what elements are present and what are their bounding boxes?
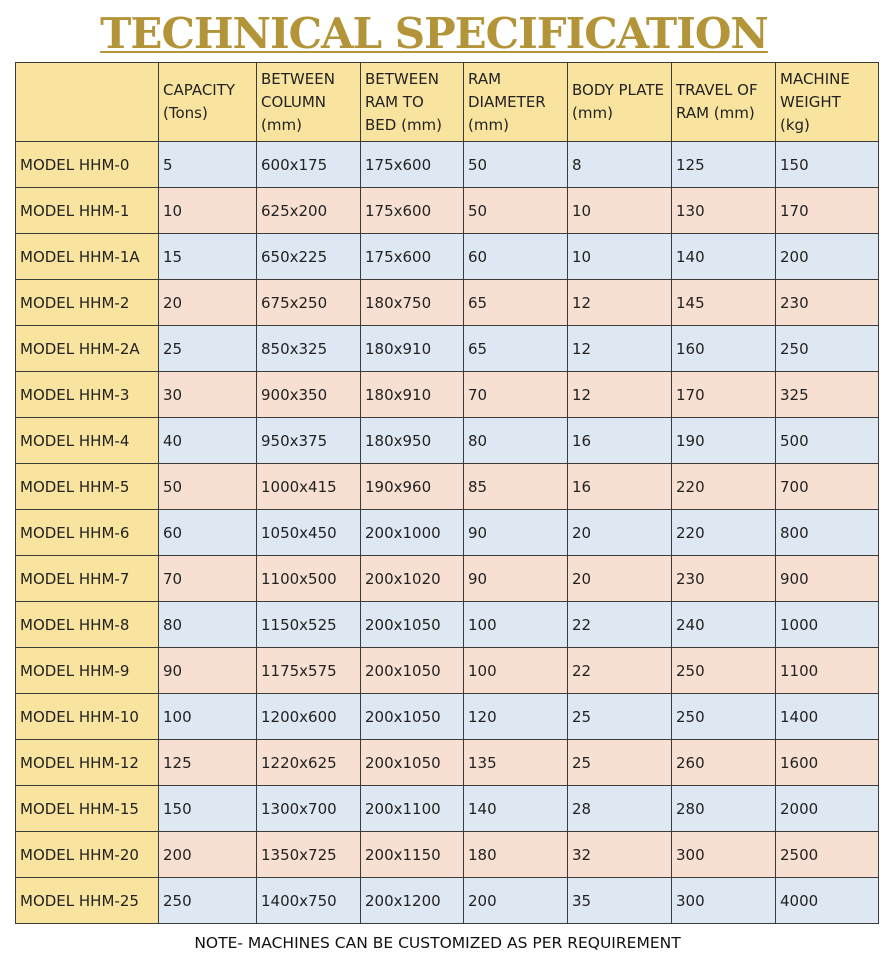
cell-between-ram-to-bed: 180x910	[361, 326, 464, 372]
table-row	[16, 142, 879, 188]
cell-machine-weight: 250	[776, 326, 879, 372]
cell-capacity: 250	[159, 878, 257, 924]
cell-machine-weight: 2000	[776, 786, 879, 832]
cell-capacity: 90	[159, 648, 257, 694]
cell-travel-of-ram: 300	[672, 878, 776, 924]
table-row	[16, 602, 879, 648]
cell-between-ram-to-bed: 180x950	[361, 418, 464, 464]
cell-between-column: 1300x700	[257, 786, 361, 832]
cell-body-plate: 20	[568, 556, 672, 602]
cell-machine-weight: 200	[776, 234, 879, 280]
cell-between-ram-to-bed: 200x1000	[361, 510, 464, 556]
cell-capacity: 40	[159, 418, 257, 464]
cell-travel-of-ram: 160	[672, 326, 776, 372]
cell-between-ram-to-bed: 180x910	[361, 372, 464, 418]
cell-body-plate: 35	[568, 878, 672, 924]
cell-model: MODEL HHM-8	[16, 602, 159, 648]
cell-machine-weight: 150	[776, 142, 879, 188]
cell-body-plate: 22	[568, 602, 672, 648]
cell-between-ram-to-bed: 175x600	[361, 234, 464, 280]
cell-model: MODEL HHM-25	[16, 878, 159, 924]
cell-between-column: 600x175	[257, 142, 361, 188]
cell-between-column: 850x325	[257, 326, 361, 372]
cell-capacity: 15	[159, 234, 257, 280]
cell-between-ram-to-bed: 180x750	[361, 280, 464, 326]
cell-body-plate: 12	[568, 280, 672, 326]
cell-ram-diameter: 80	[464, 418, 568, 464]
cell-capacity: 100	[159, 694, 257, 740]
header-row	[16, 63, 879, 142]
table-row	[16, 418, 879, 464]
cell-travel-of-ram: 140	[672, 234, 776, 280]
cell-model: MODEL HHM-0	[16, 142, 159, 188]
cell-capacity: 25	[159, 326, 257, 372]
cell-machine-weight: 1600	[776, 740, 879, 786]
cell-between-column: 1350x725	[257, 832, 361, 878]
cell-machine-weight: 1400	[776, 694, 879, 740]
table-row	[16, 556, 879, 602]
cell-ram-diameter: 100	[464, 602, 568, 648]
cell-ram-diameter: 90	[464, 510, 568, 556]
cell-between-ram-to-bed: 200x1050	[361, 602, 464, 648]
table-row	[16, 188, 879, 234]
cell-between-ram-to-bed: 190x960	[361, 464, 464, 510]
header-cell-between-ram-to-bed: BETWEEN RAM TO BED (mm)	[361, 63, 464, 142]
cell-between-ram-to-bed: 200x1050	[361, 648, 464, 694]
cell-ram-diameter: 120	[464, 694, 568, 740]
cell-ram-diameter: 140	[464, 786, 568, 832]
cell-between-column: 1400x750	[257, 878, 361, 924]
cell-model: MODEL HHM-5	[16, 464, 159, 510]
table-row	[16, 372, 879, 418]
cell-capacity: 150	[159, 786, 257, 832]
table-row	[16, 648, 879, 694]
cell-between-column: 900x350	[257, 372, 361, 418]
header-cell-ram-diameter: RAM DIAMETER (mm)	[464, 63, 568, 142]
cell-between-column: 1100x500	[257, 556, 361, 602]
cell-capacity: 60	[159, 510, 257, 556]
cell-body-plate: 16	[568, 418, 672, 464]
cell-machine-weight: 500	[776, 418, 879, 464]
cell-travel-of-ram: 220	[672, 510, 776, 556]
cell-capacity: 125	[159, 740, 257, 786]
cell-machine-weight: 800	[776, 510, 879, 556]
table-row	[16, 510, 879, 556]
page-title: TECHNICAL SPECIFICATION	[100, 9, 768, 58]
cell-between-column: 650x225	[257, 234, 361, 280]
spec-table	[15, 62, 879, 924]
cell-travel-of-ram: 280	[672, 786, 776, 832]
cell-machine-weight: 170	[776, 188, 879, 234]
cell-machine-weight: 2500	[776, 832, 879, 878]
table-row	[16, 694, 879, 740]
table-row	[16, 234, 879, 280]
table-row	[16, 740, 879, 786]
cell-travel-of-ram: 145	[672, 280, 776, 326]
cell-between-column: 1150x525	[257, 602, 361, 648]
cell-body-plate: 25	[568, 694, 672, 740]
cell-travel-of-ram: 250	[672, 694, 776, 740]
cell-model: MODEL HHM-3	[16, 372, 159, 418]
table-body	[16, 142, 879, 924]
cell-between-ram-to-bed: 175x600	[361, 188, 464, 234]
cell-body-plate: 25	[568, 740, 672, 786]
cell-body-plate: 10	[568, 234, 672, 280]
cell-ram-diameter: 65	[464, 326, 568, 372]
cell-body-plate: 28	[568, 786, 672, 832]
cell-between-ram-to-bed: 200x1020	[361, 556, 464, 602]
cell-capacity: 10	[159, 188, 257, 234]
cell-travel-of-ram: 230	[672, 556, 776, 602]
footer-note: NOTE- MACHINES CAN BE CUSTOMIZED AS PER REQUIREMENT	[194, 934, 681, 952]
cell-between-column: 950x375	[257, 418, 361, 464]
cell-machine-weight: 325	[776, 372, 879, 418]
cell-travel-of-ram: 260	[672, 740, 776, 786]
header-cell-model	[16, 63, 159, 142]
cell-between-ram-to-bed: 200x1100	[361, 786, 464, 832]
cell-body-plate: 8	[568, 142, 672, 188]
cell-capacity: 80	[159, 602, 257, 648]
cell-capacity: 200	[159, 832, 257, 878]
cell-machine-weight: 900	[776, 556, 879, 602]
cell-machine-weight: 1000	[776, 602, 879, 648]
cell-between-ram-to-bed: 200x1150	[361, 832, 464, 878]
cell-between-ram-to-bed: 200x1050	[361, 740, 464, 786]
cell-model: MODEL HHM-1	[16, 188, 159, 234]
cell-machine-weight: 230	[776, 280, 879, 326]
cell-body-plate: 22	[568, 648, 672, 694]
cell-travel-of-ram: 220	[672, 464, 776, 510]
cell-between-column: 1220x625	[257, 740, 361, 786]
table-row	[16, 832, 879, 878]
cell-model: MODEL HHM-6	[16, 510, 159, 556]
cell-ram-diameter: 180	[464, 832, 568, 878]
cell-model: MODEL HHM-12	[16, 740, 159, 786]
cell-between-ram-to-bed: 200x1200	[361, 878, 464, 924]
cell-model: MODEL HHM-10	[16, 694, 159, 740]
header-cell-body-plate: BODY PLATE (mm)	[568, 63, 672, 142]
cell-ram-diameter: 135	[464, 740, 568, 786]
cell-ram-diameter: 200	[464, 878, 568, 924]
cell-ram-diameter: 90	[464, 556, 568, 602]
cell-ram-diameter: 100	[464, 648, 568, 694]
cell-between-column: 1175x575	[257, 648, 361, 694]
cell-between-column: 1200x600	[257, 694, 361, 740]
table-row	[16, 786, 879, 832]
cell-model: MODEL HHM-2	[16, 280, 159, 326]
table-row	[16, 878, 879, 924]
cell-model: MODEL HHM-2A	[16, 326, 159, 372]
table-row	[16, 280, 879, 326]
table-row	[16, 326, 879, 372]
header-cell-machine-weight: MACHINE WEIGHT (kg)	[776, 63, 879, 142]
header-cell-travel-of-ram: TRAVEL OF RAM (mm)	[672, 63, 776, 142]
cell-model: MODEL HHM-7	[16, 556, 159, 602]
cell-machine-weight: 4000	[776, 878, 879, 924]
cell-between-ram-to-bed: 200x1050	[361, 694, 464, 740]
cell-body-plate: 32	[568, 832, 672, 878]
cell-body-plate: 12	[568, 326, 672, 372]
cell-model: MODEL HHM-9	[16, 648, 159, 694]
cell-ram-diameter: 65	[464, 280, 568, 326]
cell-model: MODEL HHM-1A	[16, 234, 159, 280]
cell-body-plate: 10	[568, 188, 672, 234]
cell-between-column: 675x250	[257, 280, 361, 326]
cell-travel-of-ram: 170	[672, 372, 776, 418]
cell-travel-of-ram: 300	[672, 832, 776, 878]
cell-between-ram-to-bed: 175x600	[361, 142, 464, 188]
table-row	[16, 464, 879, 510]
cell-model: MODEL HHM-20	[16, 832, 159, 878]
cell-machine-weight: 700	[776, 464, 879, 510]
cell-travel-of-ram: 130	[672, 188, 776, 234]
cell-ram-diameter: 50	[464, 188, 568, 234]
cell-travel-of-ram: 190	[672, 418, 776, 464]
cell-between-column: 1050x450	[257, 510, 361, 556]
cell-body-plate: 20	[568, 510, 672, 556]
cell-travel-of-ram: 250	[672, 648, 776, 694]
cell-travel-of-ram: 125	[672, 142, 776, 188]
cell-ram-diameter: 70	[464, 372, 568, 418]
cell-machine-weight: 1100	[776, 648, 879, 694]
table-header	[16, 63, 879, 142]
cell-ram-diameter: 50	[464, 142, 568, 188]
cell-body-plate: 16	[568, 464, 672, 510]
cell-capacity: 70	[159, 556, 257, 602]
header-cell-between-column: BETWEEN COLUMN (mm)	[257, 63, 361, 142]
cell-model: MODEL HHM-15	[16, 786, 159, 832]
cell-capacity: 50	[159, 464, 257, 510]
header-cell-capacity: CAPACITY (Tons)	[159, 63, 257, 142]
cell-capacity: 30	[159, 372, 257, 418]
cell-ram-diameter: 85	[464, 464, 568, 510]
cell-between-column: 1000x415	[257, 464, 361, 510]
cell-model: MODEL HHM-4	[16, 418, 159, 464]
cell-ram-diameter: 60	[464, 234, 568, 280]
cell-between-column: 625x200	[257, 188, 361, 234]
cell-travel-of-ram: 240	[672, 602, 776, 648]
cell-capacity: 20	[159, 280, 257, 326]
cell-capacity: 5	[159, 142, 257, 188]
cell-body-plate: 12	[568, 372, 672, 418]
